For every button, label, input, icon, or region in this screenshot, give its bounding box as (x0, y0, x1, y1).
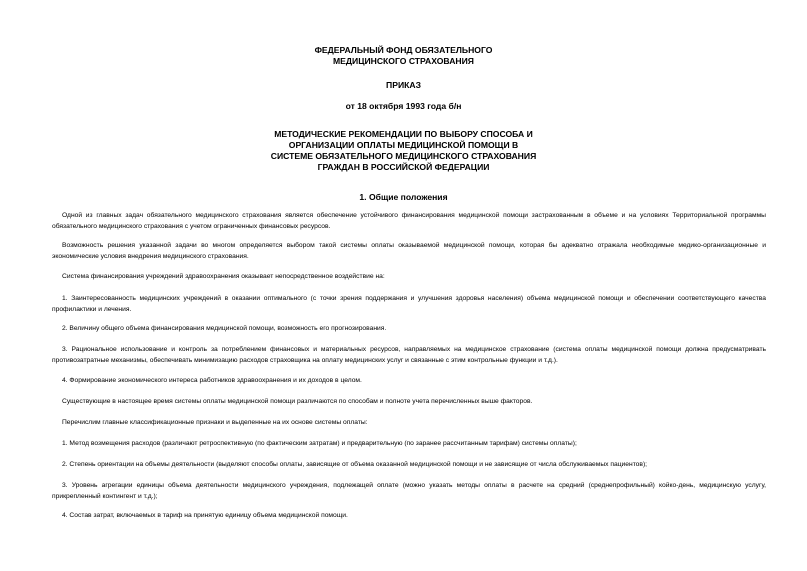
list-item: 1. Заинтересованность медицинских учреждений в оказании оптимального (с точки зрения поддержания и улучшения здоровья населения) объема медицинской помощи и обеспечении соответствующего качества профилактики и лечения. (52, 295, 766, 313)
list-item: 4. Формирование экономического интереса работников здравоохранения и их доходов в целом. (62, 377, 362, 384)
list-item: 1. Метод возмещения расходов (различают ретроспективную (по фактическим затратам) и предварительную (по заранее рассчитанным тарифам) системы оплаты); (62, 440, 577, 447)
document-title-line-4: ГРАЖДАН В РОССИЙСКОЙ ФЕДЕРАЦИИ (317, 162, 490, 172)
list-item: 2. Величину общего объема финансирования медицинской помощи, возможность его прогнозирования. (62, 325, 387, 332)
document-type-text: ПРИКАЗ (386, 80, 421, 90)
document-title-line-1: МЕТОДИЧЕСКИЕ РЕКОМЕНДАЦИИ ПО ВЫБОРУ СПОСОБА И (274, 129, 533, 139)
document-type (0, 80, 807, 91)
organization-line-2: МЕДИЦИНСКОГО СТРАХОВАНИЯ (333, 56, 474, 66)
list-item: 3. Уровень агрегации единицы объема деятельности медицинского учреждения, подлежащей оплате (можно указать методы оплаты в расчете на средний (среднепрофильный) койко-день, медицинскую услугу, прикрепленный контингент и т.д.); (52, 482, 766, 500)
document-date (0, 101, 807, 112)
document-title (0, 129, 807, 173)
document-title-line-3: СИСТЕМЕ ОБЯЗАТЕЛЬНОГО МЕДИЦИНСКОГО СТРАХОВАНИЯ (270, 151, 537, 161)
paragraph: Перечислим главные классификационные признаки и выделенные на их основе системы оплаты: (62, 419, 368, 426)
organization-heading (0, 45, 807, 67)
paragraph: Возможность решения указанной задачи во многом определяется выбором такой системы оплаты оказываемой медицинской помощи, которая бы адекватно отражала необходимые медико-организационные и экономические условия внедрения медицинского страхования. (52, 242, 766, 260)
document-date-text: от 18 октября 1993 года б/н (345, 101, 462, 111)
paragraph: Одной из главных задач обязательного медицинского страхования является обеспечение устойчивого финансирования медицинской помощи застрахованным в объеме и на условиях Территориальной программы обязательного медицинского страхования с учетом ограниченных финансовых ресурсов. (52, 212, 766, 230)
section-title (0, 192, 807, 203)
organization-line-1: ФЕДЕРАЛЬНЫЙ ФОНД ОБЯЗАТЕЛЬНОГО (314, 45, 493, 55)
paragraph: Существующие в настоящее время системы оплаты медицинской помощи различаются по способам и полноте учета перечисленных выше факторов. (62, 398, 533, 405)
list-item: 3. Рациональное использование и контроль за потреблением финансовых и материальных ресурсов, направляемых на медицинское страхование (система оплаты медицинской помощи должна предусматривать противозатратные механизмы, обеспечивать минимизацию расходов страховщика на оплату медицинских услуг и связанные с этим контрольные функции и т.д.). (52, 346, 766, 364)
list-item: 4. Состав затрат, включаемых в тариф на принятую единицу объема медицинской помощи. (62, 512, 348, 519)
paragraph: Система финансирования учреждений здравоохранения оказывает непосредственное воздействие на: (62, 273, 385, 280)
document-title-line-2: ОРГАНИЗАЦИИ ОПЛАТЫ МЕДИЦИНСКОЙ ПОМОЩИ В (288, 140, 519, 150)
list-item: 2. Степень ориентации на объемы деятельности (выделяют способы оплаты, зависящие от объема оказанной медицинской помощи и не зависящие от числа обслуживаемых пациентов); (62, 461, 648, 468)
section-title-text: 1. Общие положения (359, 192, 448, 202)
